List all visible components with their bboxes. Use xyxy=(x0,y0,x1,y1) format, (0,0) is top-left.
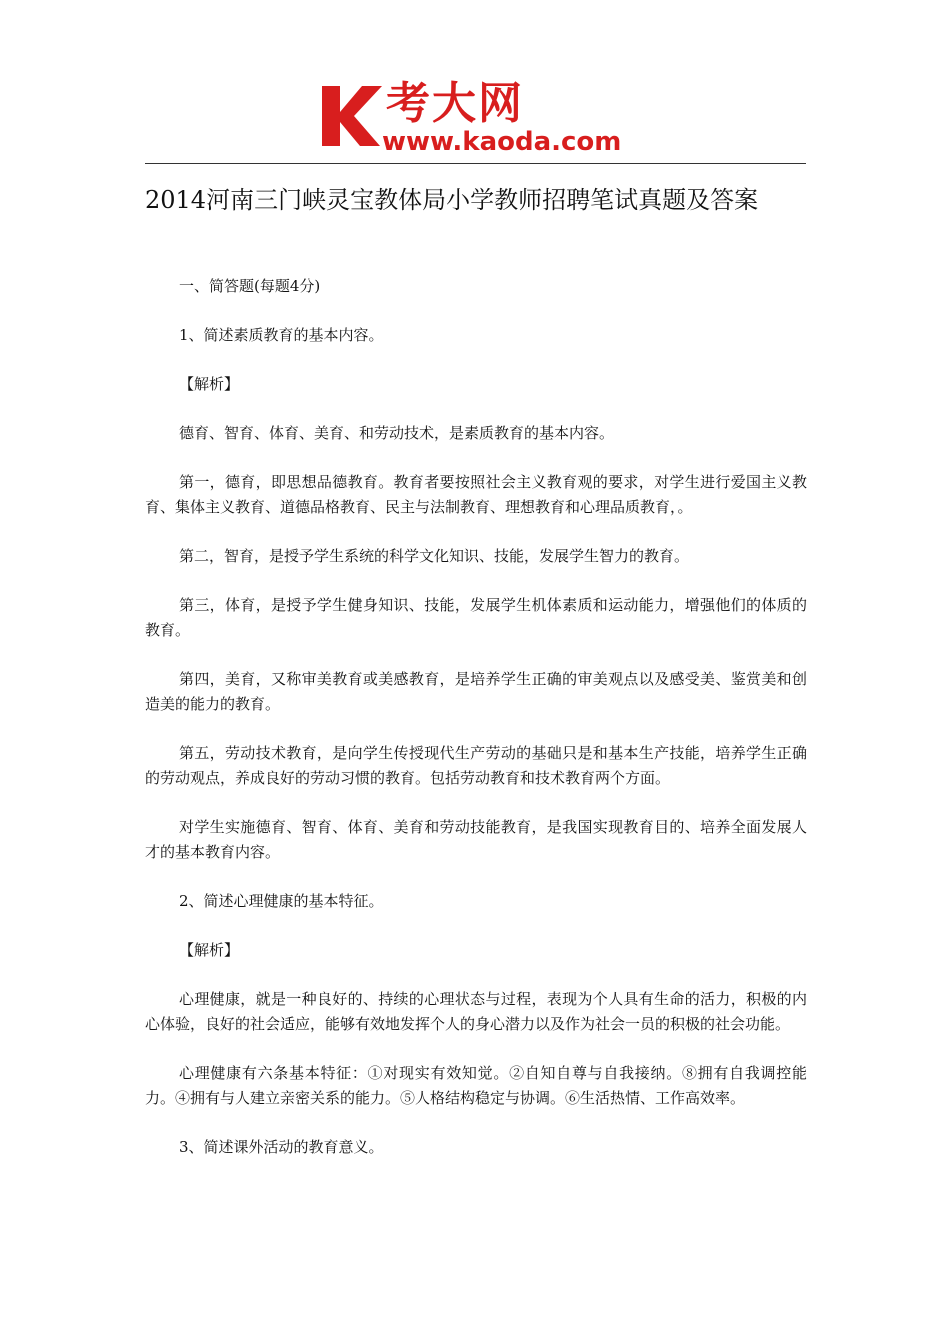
logo-brand-text: 考大网 xyxy=(386,78,524,129)
document-body xyxy=(145,274,807,1184)
answer-paragraph: 第一，德育，即思想品德教育。教育者要按照社会主义教育观的要求，对学生进行爱国主义教育、集体主义教育、道德品格教育、民主与法制教育、理想教育和心理品质教育，。 xyxy=(145,473,807,516)
answer-paragraph: 德育、智育、体育、美育、和劳动技术，是素质教育的基本内容。 xyxy=(179,424,615,442)
analysis-label: 【解析】 xyxy=(179,375,240,393)
question-2: 2、简述心理健康的基本特征。 xyxy=(179,892,384,910)
answer-paragraph: 第三，体育，是授予学生健身知识、技能，发展学生机体素质和运动能力，增强他们的体质的教育。 xyxy=(145,596,807,639)
answer-paragraph: 第二，智育，是授予学生系统的科学文化知识、技能，发展学生智力的教育。 xyxy=(179,547,690,565)
k-logo-icon xyxy=(318,82,384,150)
question-3: 3、简述课外活动的教育意义。 xyxy=(179,1138,384,1156)
answer-paragraph: 第五，劳动技术教育，是向学生传授现代生产劳动的基础只是和基本生产技能，培养学生正确的劳动观点，养成良好的劳动习惯的教育。包括劳动教育和技术教育两个方面。 xyxy=(145,744,807,787)
logo-url-text: www.kaoda.com xyxy=(382,127,622,157)
header-divider xyxy=(145,163,806,164)
section-heading: 一、简答题(每题4分) xyxy=(179,277,321,295)
answer-paragraph: 心理健康有六条基本特征：①对现实有效知觉。②自知自尊与自我接纳。⑧拥有自我调控能力。④拥有与人建立亲密关系的能力。⑤人格结构稳定与协调。⑥生活热情、工作高效率。 xyxy=(145,1064,807,1107)
answer-paragraph: 第四，美育，又称审美教育或美感教育，是培养学生正确的审美观点以及感受美、鉴赏美和创造美的能力的教育。 xyxy=(145,670,807,713)
page-title: 2014河南三门峡灵宝教体局小学教师招聘笔试真题及答案 xyxy=(145,186,759,214)
answer-paragraph: 心理健康，就是一种良好的、持续的心理状态与过程，表现为个人具有生命的活力，积极的内心体验，良好的社会适应，能够有效地发挥个人的身心潜力以及作为社会一员的积极的社会功能。 xyxy=(145,990,807,1033)
question-1: 1、简述素质教育的基本内容。 xyxy=(179,326,384,344)
answer-paragraph: 对学生实施德育、智育、体育、美育和劳动技能教育，是我国实现教育目的、培养全面发展人才的基本教育内容。 xyxy=(145,818,807,861)
kaoda-logo[interactable] xyxy=(318,78,648,160)
analysis-label: 【解析】 xyxy=(179,941,240,959)
